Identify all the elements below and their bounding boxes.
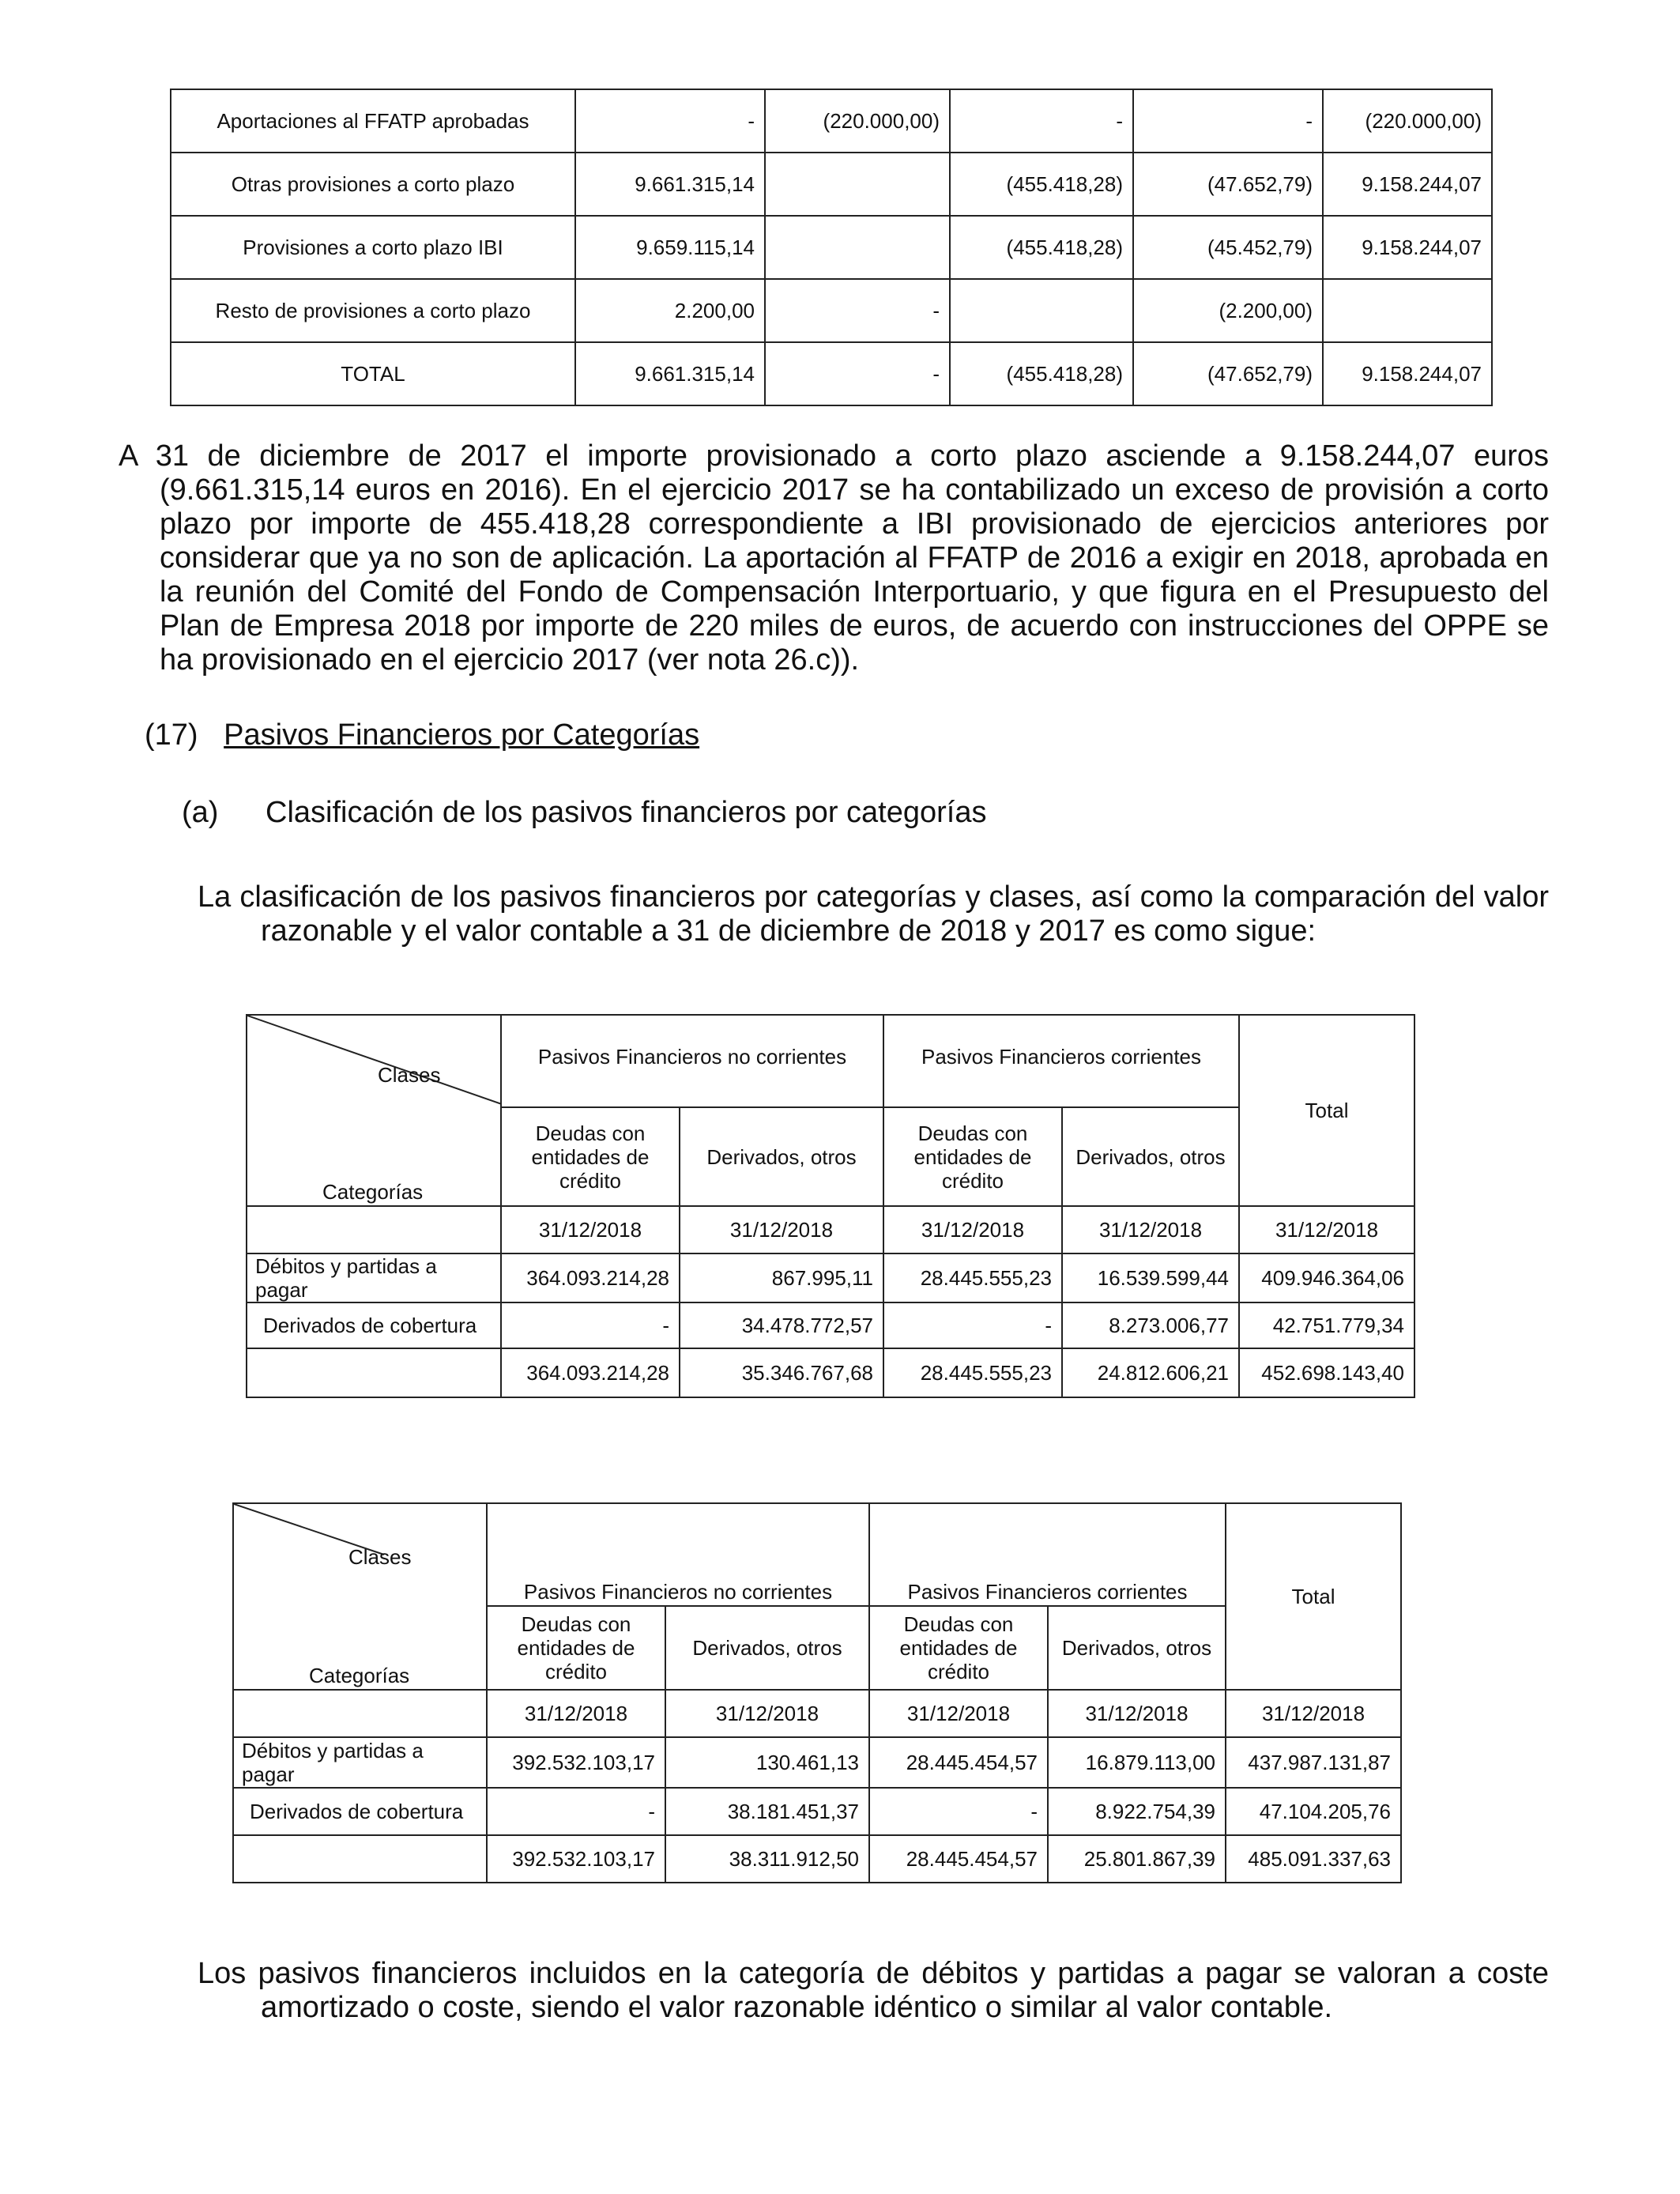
cell: 47.104.205,76 [1226,1788,1401,1835]
subheader-deudas: Deudas con entidades de crédito [869,1606,1048,1690]
cell: 16.539.599,44 [1062,1253,1239,1302]
total-row [247,1348,1414,1397]
cell: 25.801.867,39 [1048,1835,1226,1883]
subheader-deudas: Deudas con entidades de crédito [883,1107,1062,1206]
section-title: Pasivos Financieros por Categorías [224,718,700,752]
cell: (47.652,79) [1133,342,1323,405]
section-heading [145,718,699,752]
paragraph-first-line: A 31 de diciembre de 2017 el importe provisionado a corto plazo asciende a 9.158.244,07 euros [119,439,1549,473]
date-cell: 31/12/2018 [1239,1206,1414,1253]
paragraph-valuation [198,1957,1549,2025]
table-row [247,1302,1414,1348]
cell: 9.158.244,07 [1323,153,1492,216]
date-cell: 31/12/2018 [1048,1690,1226,1737]
cell: 437.987.131,87 [1226,1737,1401,1788]
cell: (220.000,00) [1323,89,1492,153]
diagonal-line [247,1016,502,1207]
subheader-derivados: Derivados, otros [665,1606,869,1690]
cell: 16.879.113,00 [1048,1737,1226,1788]
clases-label: Clases [348,1545,412,1569]
subheader-derivados: Derivados, otros [680,1107,883,1206]
cell: 9.661.315,14 [575,153,765,216]
clases-label: Clases [378,1063,441,1087]
cell: (455.418,28) [950,342,1133,405]
total-header: Total [1239,1015,1414,1206]
date-cell: 31/12/2018 [1062,1206,1239,1253]
subheader-deudas: Deudas con entidades de crédito [487,1606,665,1690]
group-header-noncurrent: Pasivos Financieros no corrientes [487,1503,869,1606]
cell: - [950,89,1133,153]
row-label: Aportaciones al FFATP aprobadas [171,89,575,153]
paragraph-classification [198,880,1549,948]
cell: - [869,1788,1048,1835]
cell: 9.661.315,14 [575,342,765,405]
cell: (220.000,00) [765,89,950,153]
empty-cell [247,1206,501,1253]
cell [765,153,950,216]
cell: - [487,1788,665,1835]
row-label: Débitos y partidas a pagar [247,1253,501,1302]
corner-header [247,1015,501,1206]
row-label: Otras provisiones a corto plazo [171,153,575,216]
cell: 867.995,11 [680,1253,883,1302]
subheader-derivados: Derivados, otros [1062,1107,1239,1206]
date-cell: 31/12/2018 [1226,1690,1401,1737]
cell: 42.751.779,34 [1239,1302,1414,1348]
categorias-label: Categorías [309,1664,410,1687]
cell: - [575,89,765,153]
row-label: Derivados de cobertura [247,1302,501,1348]
cell: (47.652,79) [1133,153,1323,216]
subsection-title: Clasificación de los pasivos financieros por categorías [266,796,987,829]
table-row [171,216,1492,279]
group-header-noncurrent: Pasivos Financieros no corrientes [501,1015,883,1107]
cell: 485.091.337,63 [1226,1835,1401,1883]
cell: (2.200,00) [1133,279,1323,342]
liabilities-table-2018 [246,1014,1415,1398]
diagonal-line [234,1504,488,1691]
cell: 8.922.754,39 [1048,1788,1226,1835]
paragraph-first-line: La clasificación de los pasivos financieros por categorías y clases, así como la comparación del valor [198,880,1549,914]
group-header-current: Pasivos Financieros corrientes [883,1015,1239,1107]
categorias-label: Categorías [322,1180,424,1204]
row-label: Derivados de cobertura [233,1788,487,1835]
cell: 8.273.006,77 [1062,1302,1239,1348]
subsection-heading [182,795,987,830]
paragraph-body: razonable y el valor contable a 31 de diciembre de 2018 y 2017 es como sigue: [261,914,1317,948]
cell: 28.445.454,57 [869,1835,1048,1883]
total-header: Total [1226,1503,1401,1690]
table-row [247,1253,1414,1302]
row-label: TOTAL [171,342,575,405]
liabilities-table-2017 [232,1502,1402,1883]
cell: - [883,1302,1062,1348]
date-cell: 31/12/2018 [869,1690,1048,1737]
table-row [233,1788,1401,1835]
table-row [171,342,1492,405]
cell: 24.812.606,21 [1062,1348,1239,1397]
row-label [233,1835,487,1883]
subsection-letter: (a) [182,796,219,829]
row-label [247,1348,501,1397]
cell: 9.659.115,14 [575,216,765,279]
cell: - [765,342,950,405]
cell: (455.418,28) [950,153,1133,216]
cell: (455.418,28) [950,216,1133,279]
cell: (45.452,79) [1133,216,1323,279]
date-cell: 31/12/2018 [487,1690,665,1737]
date-row [233,1690,1401,1737]
cell: 392.532.103,17 [487,1835,665,1883]
cell: 28.445.555,23 [883,1348,1062,1397]
section-number: (17) [145,718,198,752]
cell: 9.158.244,07 [1323,342,1492,405]
provisions-table [170,89,1493,406]
paragraph-provisions [119,439,1549,677]
cell: 452.698.143,40 [1239,1348,1414,1397]
cell: 38.311.912,50 [665,1835,869,1883]
cell: - [501,1302,680,1348]
cell: 28.445.555,23 [883,1253,1062,1302]
cell: 409.946.364,06 [1239,1253,1414,1302]
cell: 28.445.454,57 [869,1737,1048,1788]
cell: 392.532.103,17 [487,1737,665,1788]
cell: 2.200,00 [575,279,765,342]
cell: 130.461,13 [665,1737,869,1788]
paragraph-first-line: Los pasivos financieros incluidos en la categoría de débitos y partidas a pagar se valoran a coste [198,1957,1549,1990]
cell: 35.346.767,68 [680,1348,883,1397]
cell: 364.093.214,28 [501,1348,680,1397]
cell: 9.158.244,07 [1323,216,1492,279]
date-cell: 31/12/2018 [680,1206,883,1253]
row-label: Resto de provisiones a corto plazo [171,279,575,342]
date-cell: 31/12/2018 [883,1206,1062,1253]
cell: - [765,279,950,342]
table-row [171,153,1492,216]
paragraph-body: amortizado o coste, siendo el valor razonable idéntico o similar al valor contable. [261,1991,1333,2024]
cell: - [1133,89,1323,153]
subheader-derivados: Derivados, otros [1048,1606,1226,1690]
table-row [233,1737,1401,1788]
paragraph-body: (9.661.315,14 euros en 2016). En el ejercicio 2017 se ha contabilizado un exceso de provisión a corto plazo por importe de 455.418,28 correspondiente a IBI provisionado de ejercicios anteriores por considerar que ya no son de aplicación. La aportación al FFATP de 2016 a exigir en 2018, aprobada en la reunión del Comité del Fondo de Compensación Interportuario, y que figura en el Presupuesto del Plan de Empresa 2018 por importe de 220 miles de euros, de acuerdo con instrucciones del OPPE se ha provisionado en el ejercicio 2017 (ver nota 26.c)). [160,473,1549,677]
row-label: Débitos y partidas a pagar [233,1737,487,1788]
subheader-deudas: Deudas con entidades de crédito [501,1107,680,1206]
row-label: Provisiones a corto plazo IBI [171,216,575,279]
group-header-current: Pasivos Financieros corrientes [869,1503,1226,1606]
empty-cell [233,1690,487,1737]
cell [950,279,1133,342]
table-row [171,279,1492,342]
cell: 38.181.451,37 [665,1788,869,1835]
date-cell: 31/12/2018 [665,1690,869,1737]
cell [1323,279,1492,342]
table-row [171,89,1492,153]
corner-header [233,1503,487,1690]
total-row [233,1835,1401,1883]
cell: 34.478.772,57 [680,1302,883,1348]
date-row [247,1206,1414,1253]
cell: 364.093.214,28 [501,1253,680,1302]
date-cell: 31/12/2018 [501,1206,680,1253]
cell [765,216,950,279]
